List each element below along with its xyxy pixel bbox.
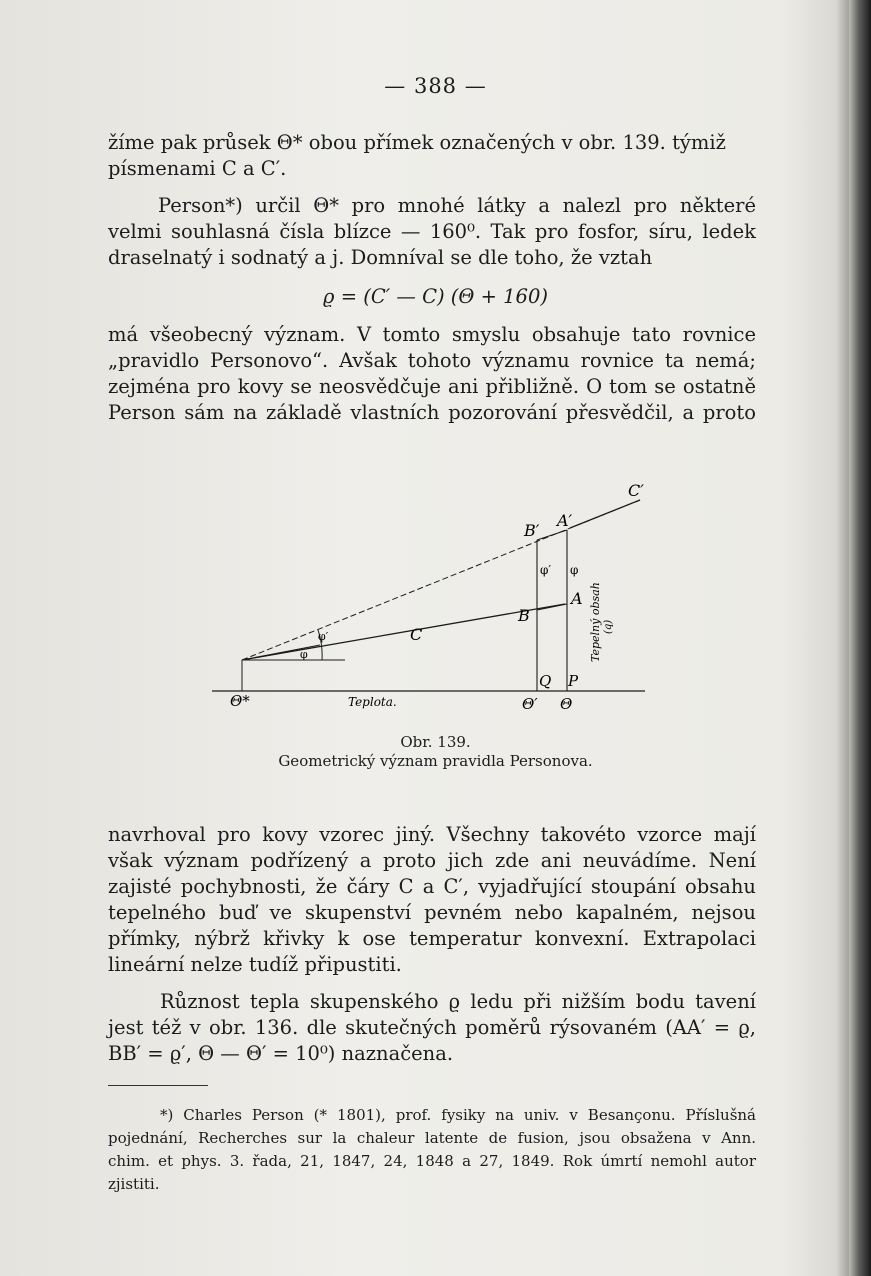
figure-139 <box>0 470 871 720</box>
axis-x-label: Teplota. <box>348 695 397 709</box>
segment-b-prime-a-prime <box>537 530 567 540</box>
label-b-prime: B′ <box>524 521 540 540</box>
para4-line: Různost tepla skupenského ϱ ledu při nižším bodu tavení <box>160 990 756 1013</box>
footnote-line: chim. et phys. 3. řada, 21, 1847, 24, 1848 a 27, 1849. Rok úmrtí nemohl autor <box>108 1152 756 1170</box>
para4-line: jest též v obr. 136. dle skutečných poměrů rýsovaném (AA′ = ϱ, <box>108 1016 756 1039</box>
label-theta-star: Θ* <box>230 692 250 710</box>
label-c: C <box>410 625 423 644</box>
para2-line: zejména pro kovy se neosvědčuje ani přibližně. O tom se ostatně <box>108 375 756 398</box>
footnote-rule <box>108 1085 208 1086</box>
label-theta: Θ <box>560 695 573 713</box>
para1-line: písmenami C a C′. <box>108 157 287 180</box>
para3-line: lineární nelze tudíž připustiti. <box>108 953 402 976</box>
para1-line: žíme pak průsek Θ* obou přímek označených v obr. 139. týmiž <box>108 131 726 154</box>
label-a-prime: A′ <box>557 511 573 530</box>
label-phi-angle: φ <box>300 648 308 661</box>
para4-line: BB′ = ϱ′, Θ — Θ′ = 10⁰) naznačena. <box>108 1042 454 1065</box>
axis-y-unit: (q) <box>603 619 614 634</box>
label-p: P <box>568 672 579 690</box>
label-phi-prime-angle: φ′ <box>318 630 329 643</box>
segment-b-a <box>537 604 567 610</box>
para2-line: draselnatý i sodnatý a j. Domníval se dle toho, že vztah <box>108 246 653 269</box>
para3-line: však význam podřízený a proto jich zde ani neuvádíme. Není <box>108 849 756 872</box>
label-a: A <box>571 589 583 608</box>
para3-line: tepelného buď ve skupenství pevném nebo kapalném, nejsou <box>108 901 756 924</box>
para2-line: má všeobecný význam. V tomto smyslu obsahuje tato rovnice <box>108 323 756 346</box>
label-c-prime: C′ <box>628 481 644 500</box>
axis-y-label: Tepelný obsah <box>589 582 602 662</box>
arrow-c-prime-tip <box>570 500 640 528</box>
formula: ϱ = (C′ — C) (Θ + 160) <box>323 285 548 308</box>
tangent-phi <box>242 645 320 660</box>
line-c <box>242 604 565 660</box>
footnote-line: zjistiti. <box>108 1175 160 1193</box>
label-phi-vertical: φ <box>570 563 579 577</box>
label-q: Q <box>539 672 552 690</box>
para2-line: velmi souhlasná čísla blízce — 160⁰. Tak pro fosfor, síru, ledek <box>108 220 756 243</box>
figure-caption-text: Geometrický význam pravidla Personova. <box>278 752 593 770</box>
page-number: — 388 — <box>384 74 487 98</box>
figure-caption-number: Obr. 139. <box>400 733 471 751</box>
para2-line: Person*) určil Θ* pro mnohé látky a nalezl pro některé <box>158 194 756 217</box>
para2-line: Person sám na základě vlastních pozorování přesvědčil, a proto <box>108 401 756 424</box>
para3-line: přímky, nýbrž křivky k ose temperatur konvexní. Extrapolaci <box>108 927 756 950</box>
para3-line: zajisté pochybnosti, že čáry C a C′, vyjadřující stoupání obsahu <box>108 875 756 898</box>
label-b: B <box>518 606 530 625</box>
footnote-line: pojednání, Recherches sur la chaleur latente de fusion, jsou obsažena v Ann. <box>108 1129 756 1147</box>
para3-line: navrhoval pro kovy vzorec jiný. Všechny takovéto vzorce mají <box>108 823 756 846</box>
label-phi-prime-vertical: φ′ <box>540 563 552 577</box>
para2-line: „pravidlo Personovo“. Avšak tohoto významu rovnice ta nemá; <box>108 349 756 372</box>
footnote-line: *) Charles Person (* 1801), prof. fysiky na univ. v Besançonu. Příslušná <box>160 1106 756 1124</box>
label-theta-prime: Θ′ <box>522 695 538 713</box>
